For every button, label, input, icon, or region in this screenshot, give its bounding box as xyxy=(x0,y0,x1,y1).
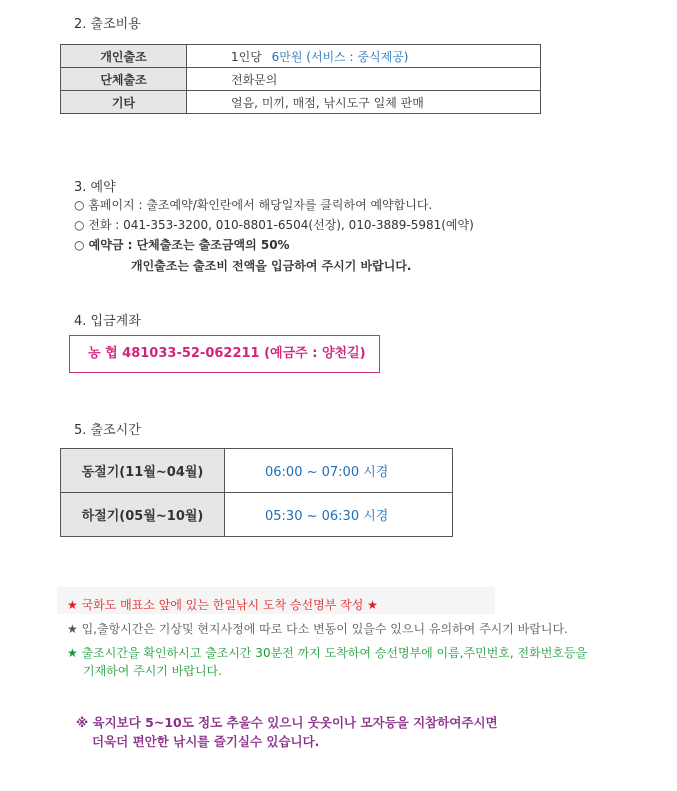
notice-purple: ※ 육지보다 5~10도 정도 추울수 있으니 웃옷이나 모자등을 지참하여주시면 xyxy=(76,715,498,730)
notice-red: ★ 국화도 매표소 앞에 있는 한일낚시 도착 승선명부 작성 ★ xyxy=(67,598,378,612)
notice-gray: ★ 입,출항시간은 기상및 현지사정에 따로 다소 변동이 있을수 있으니 유의하여 주시기 바랍니다. xyxy=(67,622,568,636)
schedule-value: 06:00 ~ 07:00 시경 xyxy=(225,449,453,493)
reserve-deposit-line: ○ 예약금 : 단체출조는 출조금액의 50% xyxy=(74,238,290,252)
table-row xyxy=(61,68,541,91)
table-row xyxy=(61,493,453,537)
cost-value xyxy=(187,45,541,68)
reserve-deposit-line-2: 개인출조는 출조비 전액을 입금하여 주시기 바랍니다. xyxy=(131,259,412,273)
cost-value-highlight: 6만원 (서비스 : 중식제공) xyxy=(271,49,409,64)
reserve-phone-line: ○ 전화 : 041-353-3200, 010-8801-6504(선장), 010-3889-5981(예약) xyxy=(74,218,474,232)
schedule-key: 동절기(11월~04월) xyxy=(61,449,225,493)
notice-green-2: 기재하여 주시기 바랍니다. xyxy=(83,664,222,678)
cost-section-title: 2. 출조비용 xyxy=(74,17,141,32)
cost-key: 단체출조 xyxy=(61,68,187,91)
cost-table xyxy=(60,44,541,114)
account-section-title: 4. 입금계좌 xyxy=(74,314,141,329)
cost-key: 개인출조 xyxy=(61,45,187,68)
schedule-value: 05:30 ~ 06:30 시경 xyxy=(225,493,453,537)
table-row xyxy=(61,45,541,68)
cost-value: 얼음, 미끼, 매점, 낚시도구 일체 판매 xyxy=(187,91,541,114)
notice-green: ★ 출조시간을 확인하시고 출조시간 30분전 까지 도착하여 승선명부에 이름,주민번호, 전화번호등을 xyxy=(67,646,588,660)
reserve-web-line: ○ 홈페이지 : 출조예약/확인란에서 해당일자를 클릭하여 예약합니다. xyxy=(74,198,433,212)
account-box: 농 협 481033-52-062211 (예금주 : 양천길) xyxy=(69,335,380,373)
schedule-key: 하절기(05월~10월) xyxy=(61,493,225,537)
table-row xyxy=(61,91,541,114)
cost-value: 전화문의 xyxy=(187,68,541,91)
notice-purple-2: 더욱더 편안한 낚시를 즐기실수 있습니다. xyxy=(92,734,320,749)
cost-key: 기타 xyxy=(61,91,187,114)
table-row xyxy=(61,449,453,493)
cost-value-prefix: 1인당 xyxy=(231,49,262,64)
reserve-section-title: 3. 예약 xyxy=(74,180,116,195)
schedule-section-title: 5. 출조시간 xyxy=(74,423,141,438)
schedule-table xyxy=(60,448,453,537)
